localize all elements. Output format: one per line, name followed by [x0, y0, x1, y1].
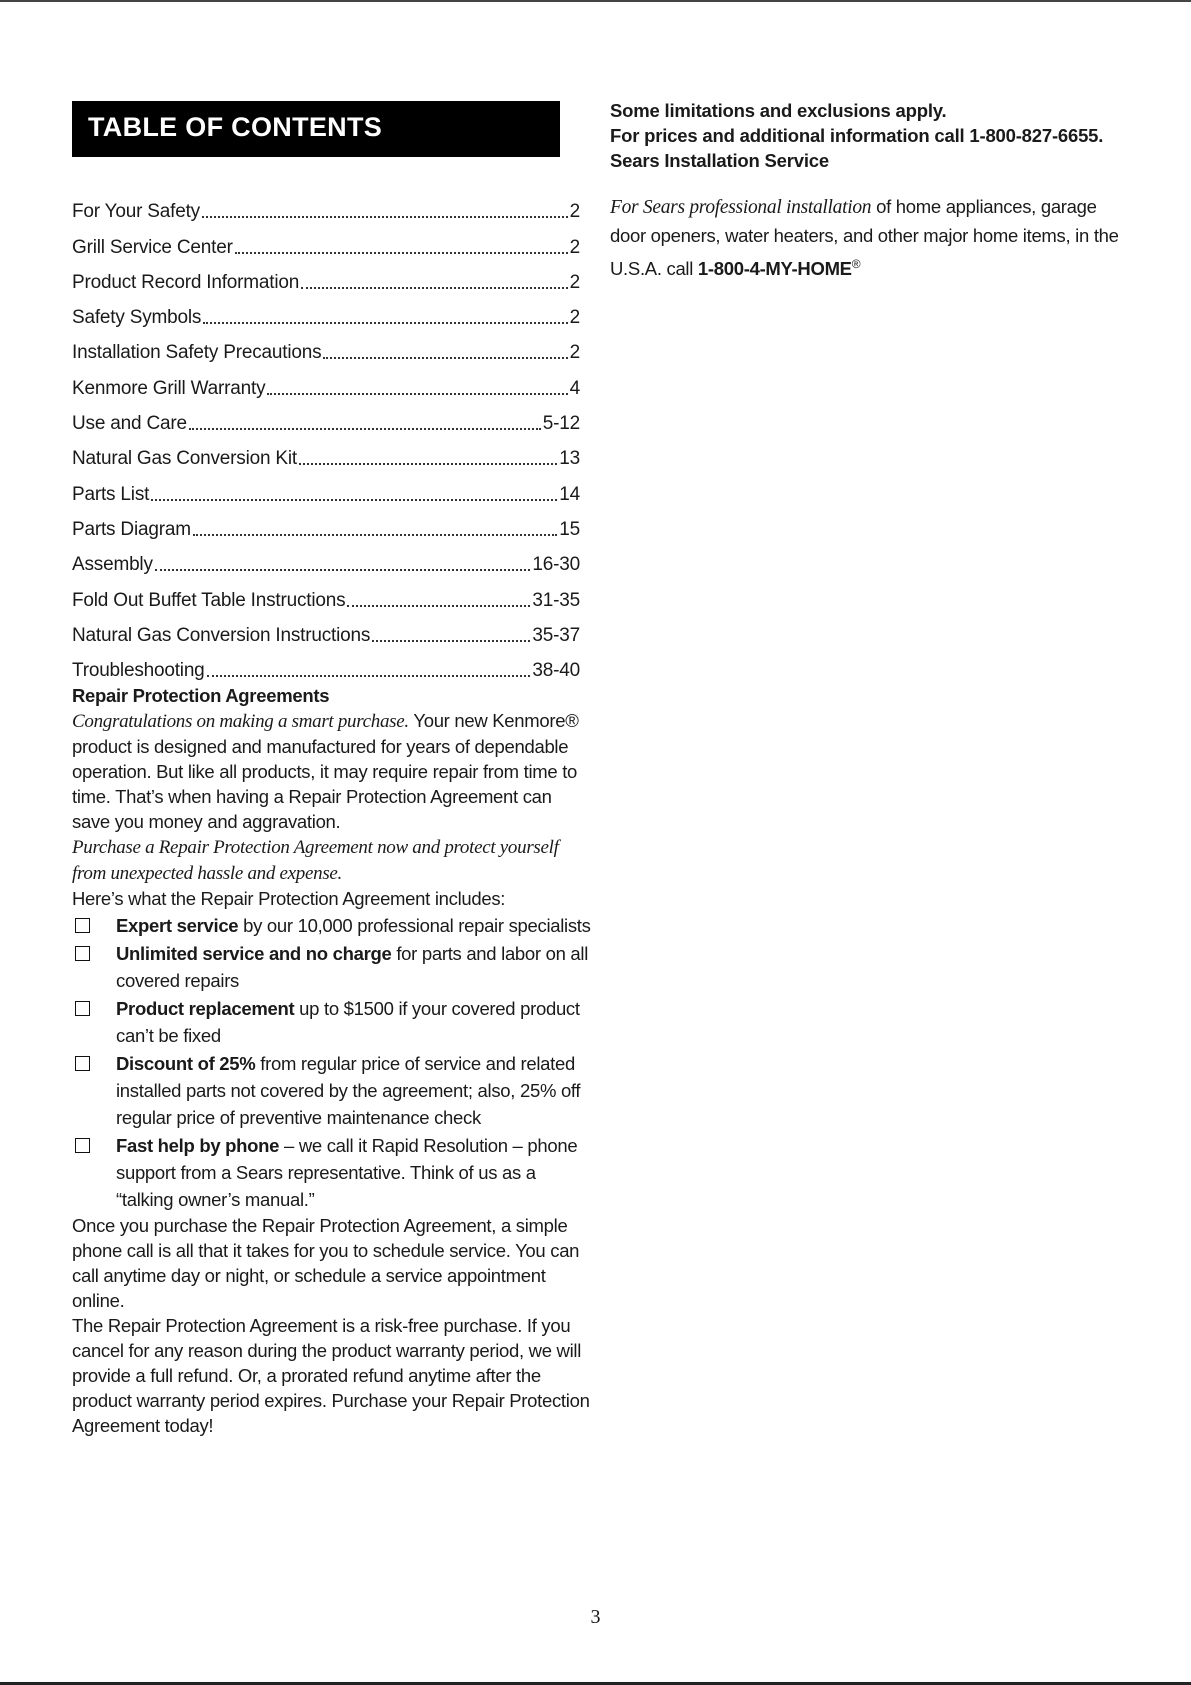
- toc-entry-label: Grill Service Center: [72, 236, 233, 258]
- benefit-item: [72, 912, 592, 939]
- toc-entry: [72, 364, 580, 399]
- toc-entry-page: 16-30: [532, 554, 580, 576]
- toc-entry-page: 2: [569, 201, 580, 223]
- toc-entry: [72, 188, 580, 223]
- toc-entry: [72, 647, 580, 682]
- toc-entry: [72, 541, 580, 576]
- schedule-paragraph: Once you purchase the Repair Protection Agreement, a simple phone call is all that it takes for you to schedule service. You can call anytime day or night, or schedule a service appointment online.: [72, 1215, 580, 1311]
- toc-entry-label: Parts List: [72, 483, 150, 505]
- toc-entry: [72, 259, 580, 294]
- checkbox-icon: [75, 1001, 90, 1016]
- right-column: [610, 98, 1130, 302]
- toc-entry-label: Safety Symbols: [72, 307, 202, 329]
- toc-entry-label: Fold Out Buffet Table Instructions: [72, 589, 346, 611]
- installation-paragraph: [610, 193, 1130, 283]
- toc-entry-label: Product Record Information: [72, 271, 300, 293]
- benefit-bold: Product replacement: [116, 998, 295, 1019]
- toc-entry-label: Natural Gas Conversion Instructions: [72, 624, 371, 646]
- toc-entry-page: 13: [559, 448, 580, 470]
- checkbox-icon: [75, 918, 90, 933]
- toc-entry-page: 2: [569, 236, 580, 258]
- toc-entry-page: 2: [569, 342, 580, 364]
- toc-entry-label: Assembly: [72, 554, 153, 576]
- toc-entry-label: Kenmore Grill Warranty: [72, 377, 266, 399]
- benefit-item: [72, 995, 592, 1049]
- toc-entry: [72, 329, 580, 364]
- toc-entry: [72, 470, 580, 505]
- install-phone: 1-800-4-MY-HOME: [697, 258, 852, 280]
- toc-entry: [72, 223, 580, 258]
- repair-protection-cta: [72, 834, 592, 886]
- includes-lead: Here’s what the Repair Protection Agreement includes:: [72, 888, 506, 909]
- intro-text: Your new Kenmore® product is designed and manufactured for years of dependable operation. But like all products, it may require repair from time to time. That’s when having a Repair Protection Agreement can save you money and aggravation.: [72, 710, 579, 832]
- toc-entry: [72, 435, 580, 470]
- benefit-bold: Expert service: [116, 915, 239, 936]
- toc-entry-label: Parts Diagram: [72, 518, 191, 540]
- toc-entry-page: 4: [569, 377, 580, 399]
- toc-entry-page: 15: [559, 518, 580, 540]
- toc-leader: [301, 287, 567, 289]
- toc-entry-page: 14: [559, 483, 580, 505]
- toc-leader: [323, 357, 567, 359]
- toc-entry: [72, 576, 580, 611]
- benefit-item: [72, 940, 592, 994]
- checkbox-icon: [75, 946, 90, 961]
- checkbox-icon: [75, 1056, 90, 1071]
- toc-entry-page: 2: [569, 307, 580, 329]
- install-italic: For Sears professional installation: [610, 197, 872, 218]
- toc-leader: [372, 640, 530, 642]
- toc-leader: [202, 216, 568, 218]
- benefit-bold: Discount of 25%: [116, 1053, 256, 1074]
- toc-leader: [207, 675, 531, 677]
- toc-entry-page: 35-37: [532, 624, 580, 646]
- toc-entry-label: For Your Safety: [72, 201, 200, 223]
- install-text: of home appliances, garage door openers, water heaters, and other major home items, in the U.S.A. call: [610, 196, 1119, 280]
- repair-protection-intro: [72, 708, 592, 834]
- cta-italic: Purchase a Repair Protection Agreement now and protect yourself from unexpected hassle and expense.: [72, 837, 559, 884]
- top-rule: [0, 0, 1191, 2]
- toc-entry-page: 2: [569, 271, 580, 293]
- intro-italic: Congratulations on making a smart purchase.: [72, 711, 409, 732]
- toc-entry: [72, 294, 580, 329]
- toc-leader: [155, 569, 531, 571]
- toc-entry-label: Installation Safety Precautions: [72, 342, 322, 364]
- limitations-line: Some limitations and exclusions apply.: [610, 100, 947, 121]
- toc-entry-label: Natural Gas Conversion Kit: [72, 448, 298, 470]
- toc-entry: [72, 612, 580, 647]
- repair-protection-section: [72, 683, 592, 1438]
- benefit-item: [72, 1050, 592, 1131]
- toc-entry-page: 31-35: [532, 589, 580, 611]
- toc-leader: [299, 463, 557, 465]
- toc-entry-page: 5-12: [542, 413, 580, 435]
- toc-leader: [193, 534, 557, 536]
- toc-leader: [189, 428, 541, 430]
- benefit-text: by our 10,000 professional repair specialists: [238, 915, 591, 936]
- toc-entry: [72, 400, 580, 435]
- installation-heading: Sears Installation Service: [610, 150, 829, 171]
- toc-entry-page: 38-40: [532, 660, 580, 682]
- benefit-text: from regular price of service and related installed parts not covered by the agreement; also, 25% off regular price of preventive maintenance check: [116, 1053, 581, 1128]
- toc-leader: [347, 605, 530, 607]
- benefit-text: up to $1500 if your covered product can’t be fixed: [116, 998, 580, 1046]
- checkbox-icon: [75, 1138, 90, 1153]
- benefit-bold: Fast help by phone: [116, 1135, 280, 1156]
- toc-banner: [72, 101, 560, 157]
- benefit-bold: Unlimited service and no charge: [116, 943, 392, 964]
- benefit-text: – we call it Rapid Resolution – phone support from a Sears representative. Think of us as a “talking owner’s manual.”: [116, 1135, 578, 1210]
- benefit-text: for parts and labor on all covered repairs: [116, 943, 589, 991]
- toc-leader: [151, 499, 557, 501]
- toc-leader: [235, 252, 568, 254]
- benefit-item: [72, 1132, 592, 1213]
- prices-line: For prices and additional information call 1-800-827-6655.: [610, 125, 1104, 146]
- toc-list: [72, 188, 580, 682]
- toc-leader: [203, 322, 567, 324]
- toc-title: TABLE OF CONTENTS: [88, 112, 383, 142]
- toc-leader: [267, 393, 567, 395]
- page-number: 3: [590, 1606, 601, 1628]
- registered-mark: ®: [851, 257, 861, 271]
- toc-entry-label: Use and Care: [72, 413, 187, 435]
- benefits-list: [72, 912, 592, 1213]
- toc-entry-label: Troubleshooting: [72, 660, 205, 682]
- toc-entry: [72, 506, 580, 541]
- repair-protection-heading: Repair Protection Agreements: [72, 685, 330, 706]
- refund-paragraph: The Repair Protection Agreement is a risk-free purchase. If you cancel for any reason during the product warranty period, we will provide a full refund. Or, a prorated refund anytime after the product warranty period expires. Purchase your Repair Protection Agreement today!: [72, 1315, 590, 1436]
